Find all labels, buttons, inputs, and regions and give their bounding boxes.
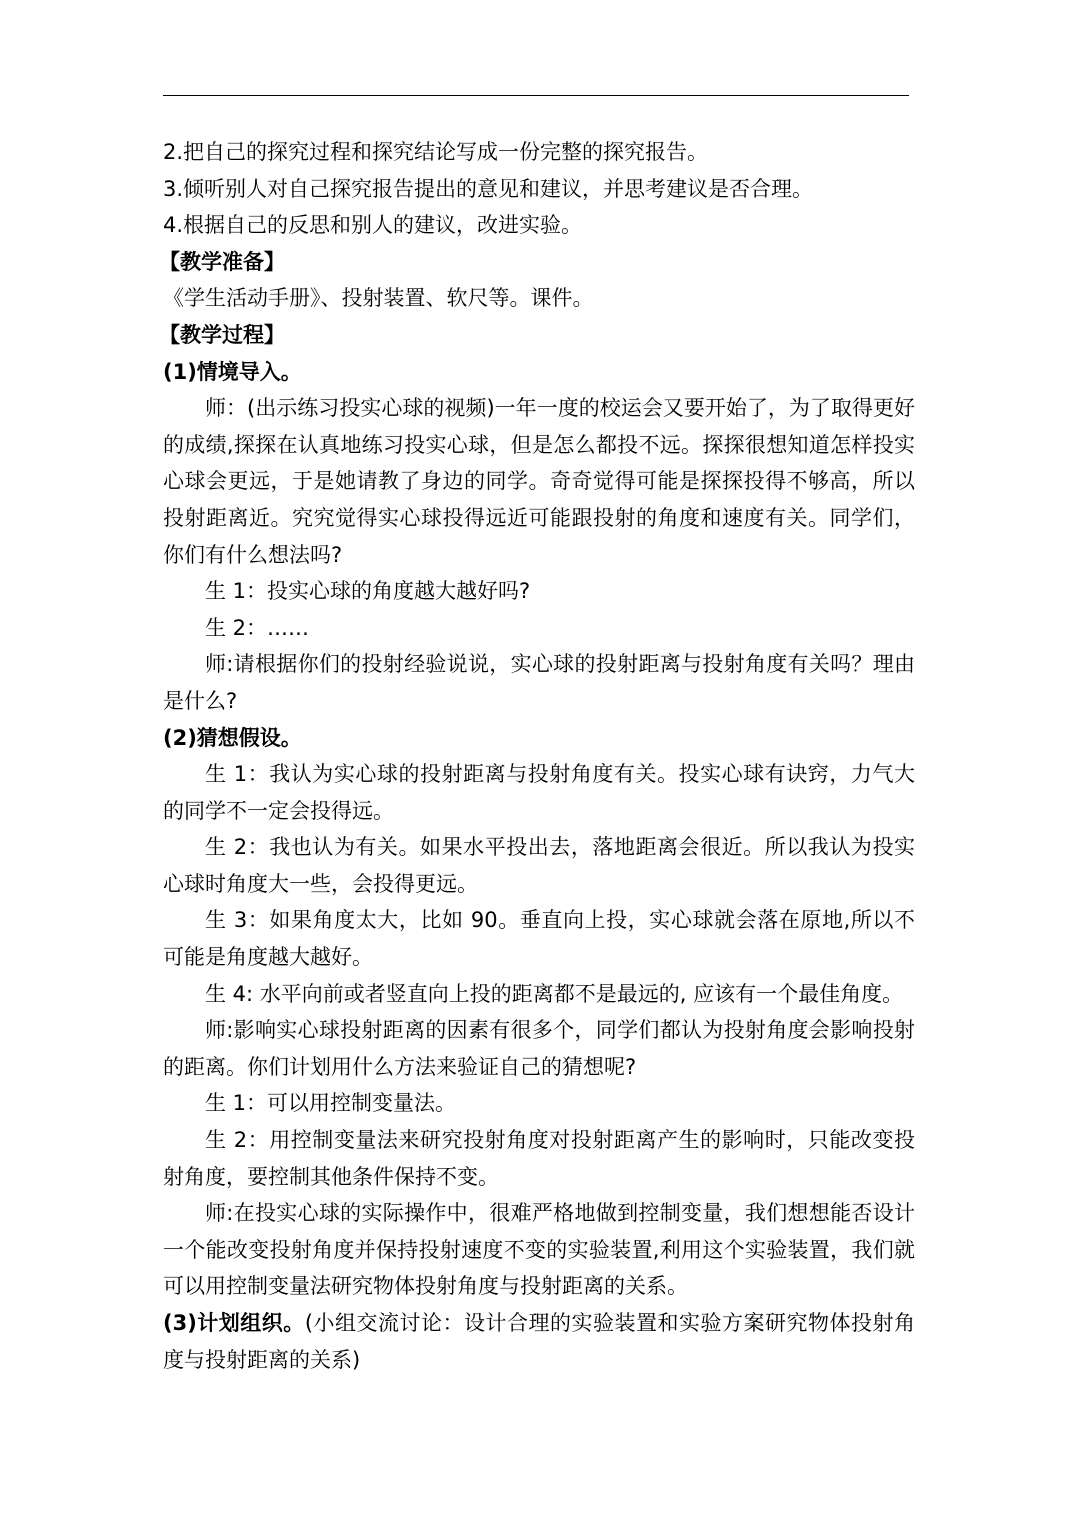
- dialogue-paragraph: 生 1：我认为实心球的投射距离与投射角度有关。投实心球有诀窍，力气大的同学不一定会投得远。: [163, 762, 915, 823]
- dialogue-paragraph: 师:在投实心球的实际操作中，很难严格地做到控制变量，我们想想能否设计一个能改变投射角度并保持投射速度不变的实验装置,利用这个实验装置，我们就可以用控制变量法研究物体投射角度与投射距离的关系。: [163, 1201, 915, 1299]
- section-plan-text: (小组交流讨论：设计合理的实验装置和实验方案研究物体投射角度与投射距离的关系): [163, 1311, 915, 1372]
- dialogue-paragraph: 生 2：用控制变量法来研究投射角度对投射距离产生的影响时，只能改变投射角度，要控制其他条件保持不变。: [163, 1128, 915, 1189]
- dialogue-paragraph: 生 2：我也认为有关。如果水平投出去，落地距离会很近。所以我认为投实心球时角度大一些，会投得更远。: [163, 835, 915, 896]
- dialogue-paragraph: 生 1：投实心球的角度越大越好吗?: [205, 579, 531, 604]
- dialogue-paragraph: 生 4: 水平向前或者竖直向上投的距离都不是最远的, 应该有一个最佳角度。: [205, 981, 904, 1006]
- dialogue-paragraph: 师:请根据你们的投射经验说说，实心球的投射距离与投射角度有关吗？理由是什么?: [163, 652, 915, 713]
- objective-item: 3.倾听别人对自己探究报告提出的意见和建议，并思考建议是否合理。: [163, 176, 814, 201]
- dialogue-paragraph: 生 3：如果角度太大，比如 90。垂直向上投，实心球就会落在原地,所以不可能是角度越大越好。: [163, 908, 915, 970]
- dialogue-paragraph: 生 1：可以用控制变量法。: [205, 1091, 457, 1116]
- section-heading-plan: (3)计划组织。: [163, 1311, 305, 1335]
- dialogue-paragraph: 师:影响实心球投射距离的因素有很多个，同学们都认为投射角度会影响投射的距离。你们计划用什么方法来验证自己的猜想呢?: [163, 1018, 915, 1079]
- dialogue-paragraph: 师：(出示练习投实心球的视频)一年一度的校运会又要开始了，为了取得更好的成绩,探探在认真地练习投实心球，但是怎么都投不远。探探很想知道怎样投实心球会更远，于是她请教了身边的同学。奇奇觉得可能是探探投得不够高，所以投射距离近。究究觉得实心球投得远近可能跟投射的角度和速度有关。同学们，你们有什么想法吗?: [163, 396, 915, 567]
- process-heading: 【教学过程】: [159, 322, 285, 347]
- objective-item: 2.把自己的探究过程和探究结论写成一份完整的探究报告。: [163, 140, 709, 164]
- section-plan: [163, 1305, 915, 1378]
- objective-item: 4.根据自己的反思和别人的建议，改进实验。: [163, 213, 583, 238]
- dialogue-paragraph: 生 2：……: [205, 615, 310, 640]
- prep-text: 《学生活动手册》、投射装置、软尺等。课件。: [163, 286, 594, 311]
- document-body: [159, 134, 915, 1378]
- prep-heading: 【教学准备】: [159, 249, 285, 274]
- section-heading-intro: (1)情境导入。: [163, 359, 302, 384]
- header-rule: [163, 95, 909, 96]
- section-heading-hypothesis: (2)猜想假设。: [163, 725, 302, 750]
